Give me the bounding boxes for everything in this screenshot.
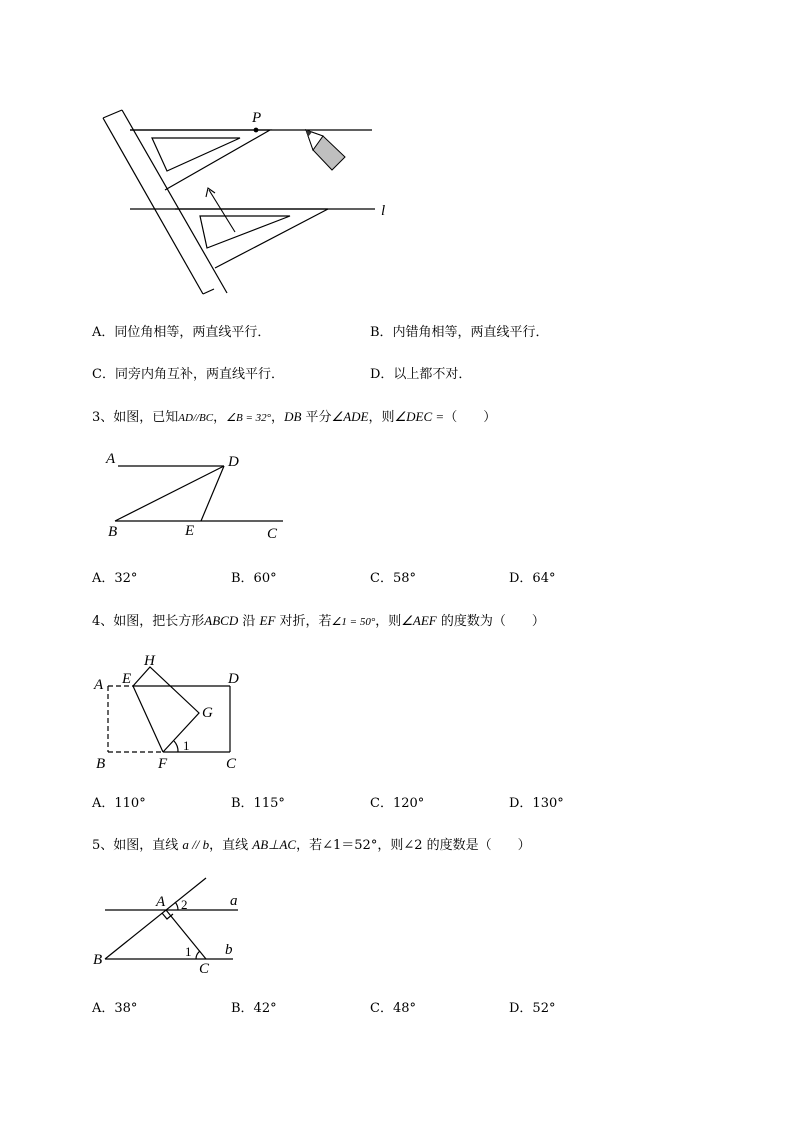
q4-option-d[interactable]: D．130° — [509, 796, 564, 811]
q4-mid3: ，则 — [375, 614, 402, 629]
q4-option-a[interactable]: A．110° — [92, 796, 146, 811]
q5-option-b[interactable]: B．42° — [231, 1001, 277, 1016]
q5-label-c: C — [199, 961, 210, 977]
q3-sep3: ，则 — [368, 410, 395, 425]
q3-label-c: C — [267, 526, 278, 542]
q3-option-d[interactable]: D．64° — [509, 571, 556, 586]
q3-sep2: ， — [271, 410, 285, 425]
q2-option-d[interactable]: D．以上都不对． — [370, 367, 472, 382]
q4-option-b[interactable]: B．115° — [231, 796, 285, 811]
q4-mid: 沿 — [238, 614, 260, 629]
q4-label-a: A — [94, 677, 104, 693]
q3-ask: ∠DEC = — [394, 409, 445, 424]
q3-label-d: D — [228, 454, 239, 470]
q2-option-a[interactable]: A．同位角相等，两直线平行． — [92, 325, 271, 340]
q4-label-f: F — [158, 756, 168, 772]
q4-label-c: C — [226, 756, 237, 772]
q3-cond-db: DB — [284, 409, 302, 424]
q5-option-a[interactable]: A．38° — [92, 1001, 138, 1016]
q4-label-1: 1 — [183, 738, 190, 753]
q5-mid2: ，若∠1＝52°，则∠2 的度数是（ ） — [296, 838, 531, 853]
q5-label-b-line: b — [225, 942, 233, 958]
q5-mid: ，直线 — [209, 838, 253, 853]
q4-prefix: 4、如图，把长方形 — [92, 614, 205, 629]
q5-label-a: A — [156, 894, 166, 910]
q4-option-c[interactable]: C．120° — [370, 796, 425, 811]
q4-rect: ABCD — [204, 613, 239, 628]
q3-label-b: B — [108, 524, 118, 540]
q5-label-1: 1 — [185, 944, 192, 959]
q4-label-g: G — [202, 705, 213, 721]
q4-ask: ∠AEF — [401, 613, 437, 628]
q2-option-b[interactable]: B．内错角相等，两直线平行． — [370, 325, 549, 340]
q5-option-c[interactable]: C．48° — [370, 1001, 416, 1016]
q5-label-b: B — [93, 952, 103, 968]
q4-label-h: H — [144, 653, 155, 669]
label-l: l — [381, 203, 386, 219]
q3-label-e: E — [185, 523, 195, 539]
q5-perp: AB⊥AC — [252, 837, 297, 852]
q5-option-d[interactable]: D．52° — [509, 1001, 556, 1016]
q4-fold: EF — [259, 613, 276, 628]
q3-blank: （ ） — [444, 410, 497, 425]
q5-lines: a // b — [182, 837, 210, 852]
q4-angle1: ∠1 = 50° — [331, 616, 376, 628]
q5-prefix: 5、如图，直线 — [92, 838, 183, 853]
q3-cond-angle-ade: ∠ADE — [331, 409, 369, 424]
q4-label-e: E — [122, 671, 132, 687]
q3-cond-angle-b: ∠B = 32° — [226, 412, 272, 424]
label-p: P — [252, 110, 262, 126]
q5-label-2: 2 — [181, 897, 188, 912]
q3-sep1: ， — [213, 410, 227, 425]
q3-option-b[interactable]: B．60° — [231, 571, 277, 586]
q5-label-a-line: a — [230, 893, 238, 909]
q4-suffix: 的度数为（ ） — [436, 614, 545, 629]
q3-cond-text: 平分 — [301, 410, 332, 425]
q4-label-d: D — [228, 671, 239, 687]
q4-mid2: 对折，若 — [275, 614, 332, 629]
q3-option-a[interactable]: A．32° — [92, 571, 138, 586]
q2-option-c[interactable]: C．同旁内角互补，两直线平行． — [92, 367, 284, 382]
q4-label-b: B — [96, 756, 106, 772]
q3-label-a: A — [106, 451, 116, 467]
q3-cond-ad-bc: AD//BC — [178, 412, 214, 424]
q3-option-c[interactable]: C．58° — [370, 571, 416, 586]
q3-prefix: 3、如图，已知 — [92, 410, 179, 425]
